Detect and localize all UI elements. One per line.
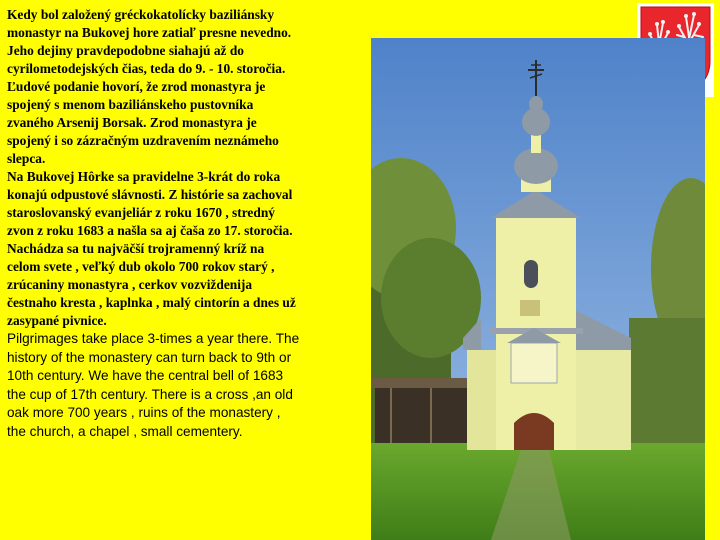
english-paragraph: Pilgrimages take place 3-times a year there. The history of the monastery can turn back to 9th or 10th century. We have the central bell of 1683 the cup of 17th century. There is a cross ,an old oak more 700 years , ruins of the monastery , the church, a chapel , small cementery. bbox=[7, 331, 300, 439]
church-photo bbox=[371, 38, 705, 540]
slovak-paragraph-1: Kedy bol založený gréckokatolícky baziliánsky monastyr na Bukovej hore zatiaľ presne nevedno. Jeho dejiny pravdepodobne siahajú až do cyrilometodejských čias, teda do 9. - 10. storočia. Ľudové podanie hovorí, že zrod monastyra je spojený s menom baziliánskeho pustovníka zvaného Arsenij Borsak. Zrod monastyra je spojený i so zázračným uzdravením neznámeho slepca. bbox=[7, 7, 292, 166]
slovak-paragraph-2: Na Bukovej Hôrke sa pravidelne 3-krát do roka konajú odpustové slávnosti. Z histórie sa zachoval staroslovanský evanjeliár z roku 1670 , stredný zvon z roku 1683 a našla sa aj čaša zo 17. storočia. Nachádza sa tu najväčší trojramenný kríž na celom svete , veľký dub okolo 700 rokov starý , zrúcaniny monastyra , cerkov vozviždenija čestnaho kresta , kaplnka , malý cintorín a dnes už zasypané pivnice. bbox=[7, 169, 296, 328]
text-block bbox=[7, 6, 369, 441]
